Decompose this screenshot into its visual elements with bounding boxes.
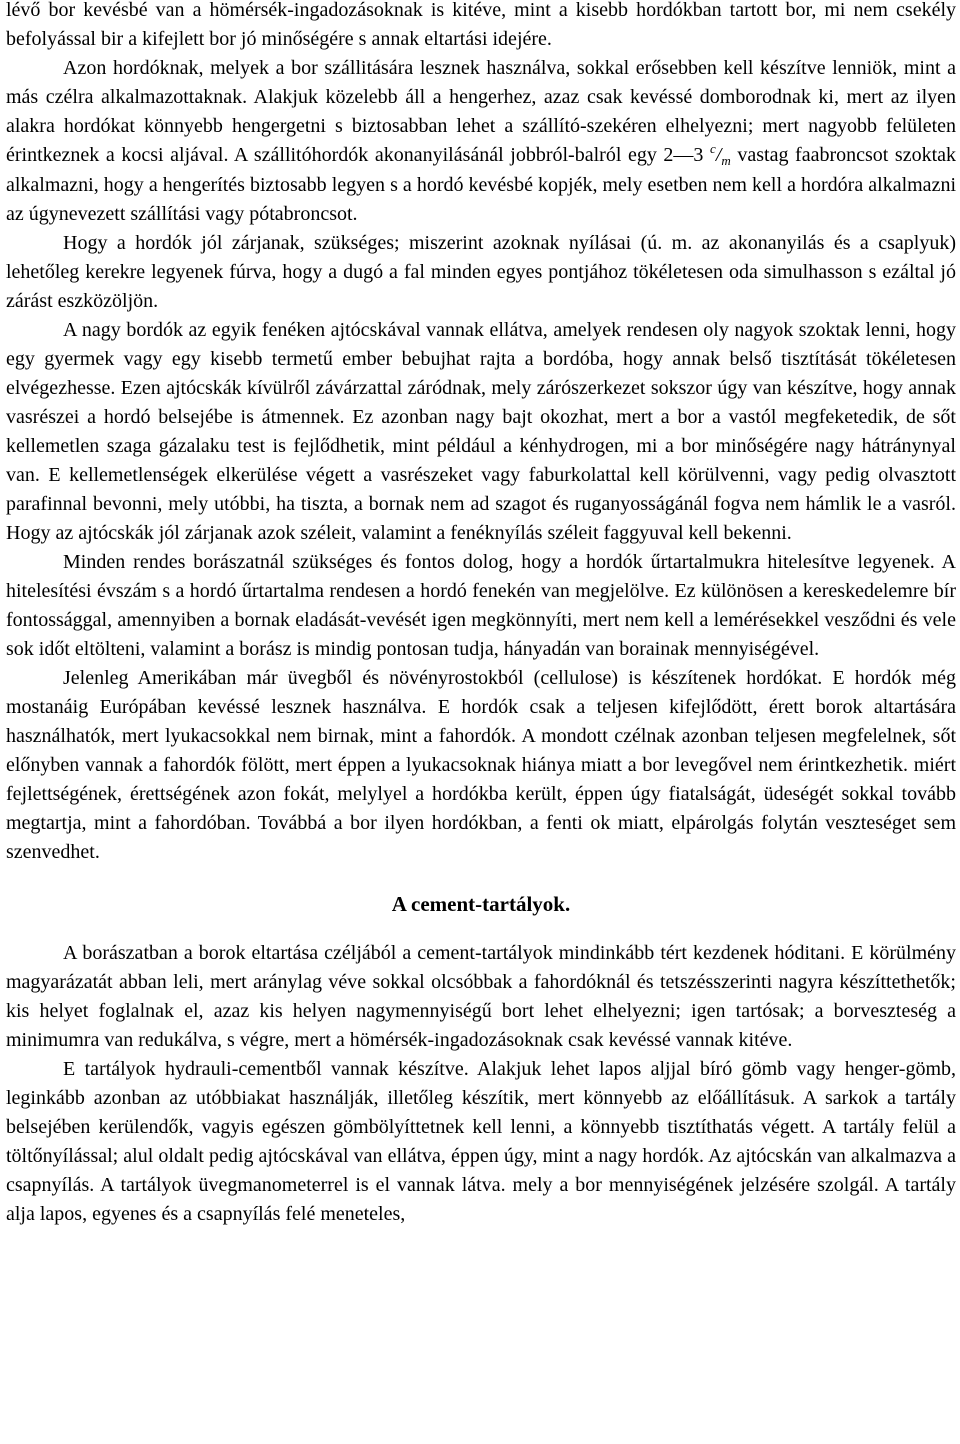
paragraph-4: A nagy bordók az egyik fenéken ajtócskával vannak ellátva, amelyek rendesen oly nagyok szoktak lenni, hogy egy gyermek vagy egy kisebb termetű ember bebujhat rajta a bordóba, hogy annak belső tisztítását tökéletesen elvégezhesse. Ezen ajtócskák kívülről závárzattal záródnak, mely zárószerkezet sokszor úgy van készítve, hogy annak vasrészei a hordó belsejébe is átmennek. Ez azonban nagy bajt okozhat, mert a bor a vastól megfeketedik, de sőt kellemetlen szaga gázalaku test is fejlődhetik, mint például a kénhydrogen, mi a bor minőségére nagy hátránynyal van. E kellemetlenségek elkerülése végett a vasrészeket vagy faburkolattal kell körülvenni, vagy pedig olvasztott parafinnal bevonni, mely utóbbi, ha tiszta, a bornak nem ad szagot és ruganyosságánál fogva nem hámlik le a vasról. Hogy az ajtócskák jól zárjanak azok széleit, valamint a fenéknyílás széleit faggyuval kell bekenni.	[6, 319, 956, 544]
paragraph-2-text-a: Azon hordóknak, melyek a bor szállitására lesznek használva, sokkal erősebben kell készítve lenniök, mint a más czélra alkalmazottaknak. Alakjuk közelebb áll a hengerhez, azaz csak kevéssé domborodnak ki, mert az ilyen alakra hordókat könnyebb hengergetni s biztosabban lehet a szállító-szekéren elhelyezni; mert nagyobb felületen érintkeznek a kocsi aljával. A szállitóhordók akonanyilásánál jobbról-balról egy 2—3	[6, 57, 956, 166]
paragraph-8: E tartályok hydrauli-cementből vannak készítve. Alakjuk lehet lapos aljjal bíró gömb vagy henger-gömb, leginkább azonban az utóbbiakat használják, illetőleg készítik, mert könnyebb az előállításuk. A sarkok a tartály belsejében kerülendők, vagyis egészen gömbölyíttetnek kell lenni, a könnyebb tisztíthatás végett. A tartály felül a töltőnyílással; alul oldalt pedig ajtócskával van ellátva, éppen úgy, mint a nagy hordók. Az ajtócskán van alkalmazva a csapnyílás. A tartályok üvegmanometerrel is el vannak látva. mely a bor mennyiségének jelzésére szolgál. A tartály alja lapos, egyenes és a csapnyílás felé meneteles,	[6, 1058, 956, 1225]
document-page	[6, 0, 956, 1229]
paragraph-2	[6, 54, 956, 229]
section-heading: A cement-tartályok.	[391, 892, 571, 916]
unit-fraction-slash: /	[715, 144, 722, 166]
unit-fraction-numerator: c	[710, 141, 716, 156]
paragraph-1: lévő bor kevésbé van a hömérsék-ingadozásoknak is kitéve, mint a kisebb hordókban tartott bor, mi nem csekély befolyással bir a kifejlett bor jó minőségére s annak eltartási idejére.	[6, 0, 956, 50]
paragraph-3: Hogy a hordók jól zárjanak, szükséges; miszerint azoknak nyílásai (ú. m. az akonanyilás és a csaplyuk) lehetőleg kerekre legyenek fúrva, hogy a dugó a fal minden egyes pontjához tökéletesen oda simulhasson s ezáltal jó zárást eszközöljön.	[6, 232, 956, 312]
paragraph-2-text-b: vastag faabroncsot szoktak alkalmazni, hogy a hengerítés biztosabb legyen s a hordó kevésbé kopjék, mely esetben nem kell a hordóra alkalmazni az úgynevezett szállítási vagy pótabroncsot.	[6, 144, 957, 225]
unit-fraction-denominator: m	[721, 153, 731, 168]
paragraph-5: Minden rendes borászatnál szükséges és fontos dolog, hogy a hordók űrtartalmukra hitelesítve legyenek. A hitelesítési évszám s a hordó űrtartalma rendesen a hordó fenekén van megjelölve. Ez különösen a kereskedelemre bír fontossággal, amennyiben a bornak eladását-vevését igen megkönnyíti, mert nem kell a lemérésekkel vesződni és vele sok időt eltölteni, valamint a borász is mindig pontosan tudja, hányadán van borainak mennyiségével.	[6, 551, 956, 660]
paragraph-7: A borászatban a borok eltartása czéljából a cement-tartályok mindinkább tért kezdenek hóditani. E körülmény magyarázatát abban leli, mert aránylag véve sokkal olcsóbbak a fahordóknál és tetszésszerinti nagyra készíttethetők; kis helyet foglalnak el, azaz kis helyen nagymennyiségű bort lehet elhelyezni; igen tartósak; a borveszteség a minimumra van redukálva, s végre, mert a hömérsék-ingadozásoknak csak kevéssé vannak kitéve.	[6, 942, 956, 1051]
paragraph-6: Jelenleg Amerikában már üvegből és növényrostokból (cellulose) is készítenek hordókat. E hordók még mostanáig Európában kevéssé lesznek használva. E hordók csak a teljesen kifejlődött, érett borok altartására használhatók, mert lyukacsokkal nem birnak, mint a fahordók. A mondott czélnak azonban teljesen megfelelnek, sőt előnyben vannak a fahordók fölött, mert éppen a lyukacsoknak hiánya miatt a bor levegővel nem érintkezhetik. miért fejlettségének, érettségének azon fokát, melylyel a hordókba került, éppen úgy fiatalságát, üdeségét sokkal tovább megtartja, mint a fahordóban. Továbbá a bor ilyen hordókban, a fenti ok miatt, elpárolgás folytán veszteséget sem szenvedhet.	[6, 667, 956, 863]
unit-fraction	[710, 141, 731, 168]
